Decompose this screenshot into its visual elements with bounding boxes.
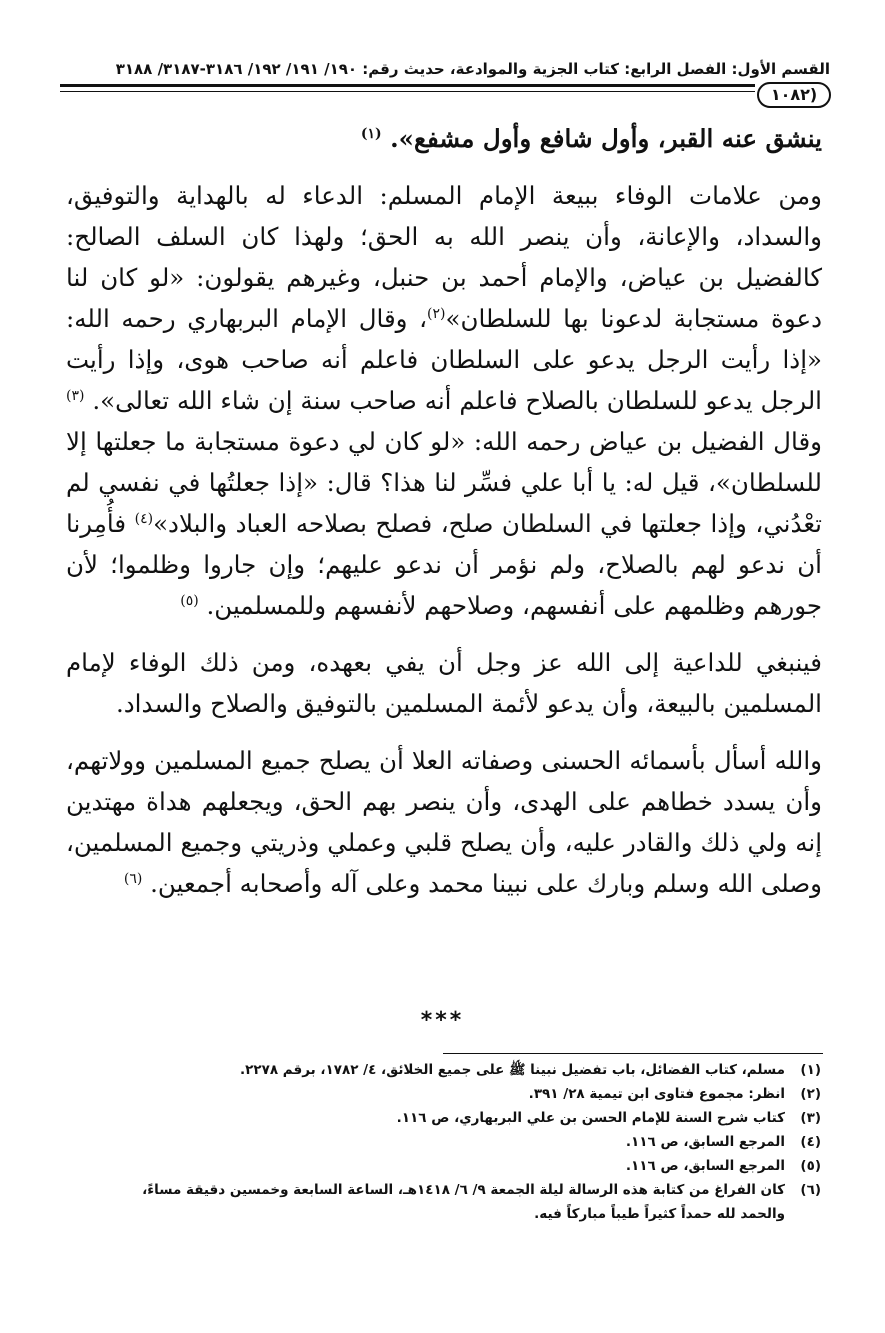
- paragraph-4: والله أسأل بأسمائه الحسنى وصفاته العلا أن يصلح جميع المسلمين وولاتهم، وأن يسدد خطاهم على الهدى، وأن ينصر بهم الحق، ويجعلهم هداة مهتدين إنه ولي ذلك والقادر عليه، وأن يصلح قلبي وعملي وذريتي وجميع المسلمين، وصلى الله وسلم وبارك على نبينا محمد وعلى آله وأصحابه أجمعين. $^{(٦)}$: [66, 746, 822, 898]
- main-text: [66, 118, 822, 904]
- paragraph-1: ينشق عنه القبر، وأول شافع وأول مشفع». $^{(١)}$: [360, 124, 822, 153]
- footnote-6: (٦) كان الفراغ من كتابة هذه الرسالة ليلة الجمعة ٩/ ٦/ ١٤١٨هـ، الساعة السابعة وخمسين دقيقة مساءً،: [142, 1182, 821, 1198]
- footnote-4: (٤) المرجع السابق، ص ١١٦.: [625, 1134, 821, 1150]
- paragraph-2: ومن علامات الوفاء ببيعة الإمام المسلم: الدعاء له بالهداية والتوفيق، والسداد، والإعانة، وأن ينصر الله به الحق؛ ولهذا كان السلف الصالح: كالفضيل بن عياض، والإمام أحمد بن حنبل، وغيرهم يقولون: «لو كان لنا دعوة مستجابة لدعونا بها للسلطان»$^{(٢)}$، وقال الإمام البربهاري رحمه الله: «إذا رأيت الرجل يدعو على السلطان فاعلم أنه صاحب هوى، وإذا رأيت الرجل يدعو للسلطان بالصلاح فاعلم أنه صاحب سنة إن شاء الله تعالى». $^{(٣)}$ وقال الفضيل بن عياض رحمه الله: «لو كان لي دعوة مستجابة ما جعلتها إلا للسلطان»، قيل له: يا أبا علي فسِّر لنا هذا؟ قال: «إذا جعلتُها في نفسي لم تعْدُني، وإذا جعلتها في السلطان صلح، فصلح بصلاحه العباد والبلاد»$^{(٤)}$ فأُمِرنا أن ندعو لهم بالصلاح، ولم نؤمر أن ندعو عليهم؛ وإن جاروا وظلموا؛ لأن جورهم وظلمهم على أنفسهم، وصلاحهم لأنفسهم وللمسلمين. $^{(٥)}$: [66, 181, 823, 620]
- footnote-ref-6[interactable]: (٦): [123, 870, 143, 887]
- running-header: القسم الأول: الفصل الرابع: كتاب الجزية والموادعة، حديث رقم: ١٩٠/ ١٩١/ ١٩٢/ ٣١٨٦-٣١٨٧/ ٣١٨٨: [115, 60, 830, 78]
- footnote-ref-4[interactable]: (٤): [134, 510, 154, 527]
- footnote-rule: [443, 1053, 823, 1054]
- footnotes: [61, 1058, 821, 1226]
- footnote-ref-2[interactable]: (٢): [427, 305, 446, 322]
- page-number: (١٠٨٢: [757, 82, 831, 108]
- footnote-ref-1[interactable]: (١): [360, 125, 382, 142]
- paragraph-3: فينبغي للداعية إلى الله عز وجل أن يفي بعهده، ومن ذلك الوفاء لإمام المسلمين بالبيعة، وأن يدعو لأئمة المسلمين بالتوفيق والصلاح والسداد.: [66, 648, 822, 718]
- footnote-1: (١) مسلم، كتاب الفضائل، باب تفضيل نبينا ﷺ على جميع الخلائق، ٤/ ١٧٨٢، برقم ٢٢٧٨.: [239, 1062, 821, 1078]
- footnote-3: (٣) كتاب شرح السنة للإمام الحسن بن علي البربهاري، ص ١١٦.: [396, 1110, 821, 1126]
- footnote-5: (٥) المرجع السابق، ص ١١٦.: [625, 1158, 821, 1174]
- footnote-ref-3[interactable]: (٣): [66, 387, 85, 404]
- header-rule-thin: [60, 91, 755, 92]
- section-separator: ***: [420, 1008, 465, 1033]
- footnote-ref-5[interactable]: (٥): [180, 592, 199, 609]
- footnote-2: (٢) انظر: مجموع فتاوى ابن تيمية ٢٨/ ٣٩١.: [528, 1086, 821, 1102]
- footnote-6-continuation: والحمد لله حمداً كثيراً طيباً مباركاً فيه.: [534, 1206, 785, 1222]
- header-rule-thick: [60, 84, 755, 87]
